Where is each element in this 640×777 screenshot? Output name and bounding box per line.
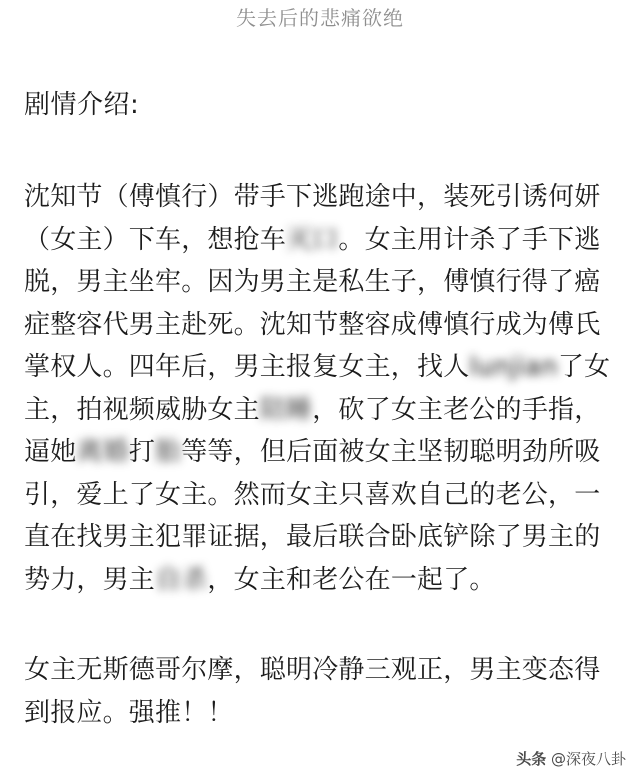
watermark-handle: @深夜八卦 [550, 750, 626, 768]
plot-line: 逼她离婚打胎等等，但后面被女主坚韧聪明劲所吸 [24, 437, 601, 467]
blurred-text: 自杀 [155, 564, 208, 595]
paragraph-spacer [24, 601, 618, 649]
section-heading: 剧情介绍: [24, 90, 140, 120]
plot-line: 引，爱上了女主。然而女主只喜欢自己的老公，一 [24, 479, 601, 510]
blurred-text: 陪睡 [259, 394, 313, 425]
plot-line: 直在找男主犯罪证据，最后联合卧底铲除了男主的 [24, 522, 601, 552]
blurred-text: lunjian [469, 352, 558, 382]
summary-paragraph [24, 649, 618, 734]
plot-line: 脱，男主坐牢。因为男主是私生子，傅慎行得了癌 [24, 267, 601, 297]
top-title-bar [0, 0, 640, 36]
plot-line: 掌权人。四年后，男主报复女主，找人lunjian了女 [24, 352, 611, 382]
summary-line: 女主无斯德哥尔摩，聪明冷静三观正，男主变态得 [24, 655, 601, 685]
plot-line: 症整容代男主赴死。沈知节整容成傅慎行成为傅氏 [24, 309, 601, 340]
page-title: 失去后的悲痛欲绝 [236, 6, 404, 30]
blurred-text: 胎 [155, 437, 182, 467]
blurred-text: 离婚 [76, 437, 129, 467]
post-body [24, 84, 618, 734]
plot-line: 沈知节（傅慎行）带手下逃跑途中，装死引诱何妍 [24, 182, 601, 212]
watermark [516, 749, 626, 769]
plot-line: 主，拍视频威胁女主陪睡，砍了女主老公的手指， [24, 394, 601, 425]
plot-line: （女主）下车，想抢车灭口。女主用计杀了手下逃 [24, 224, 601, 255]
plot-line: 势力，男主自杀，女主和老公在一起了。 [24, 564, 496, 595]
watermark-platform: 头条 [516, 750, 547, 768]
plot-paragraph [24, 176, 618, 601]
summary-line: 到报应。强推！！ [24, 697, 234, 728]
blurred-text: 灭口 [286, 224, 339, 255]
